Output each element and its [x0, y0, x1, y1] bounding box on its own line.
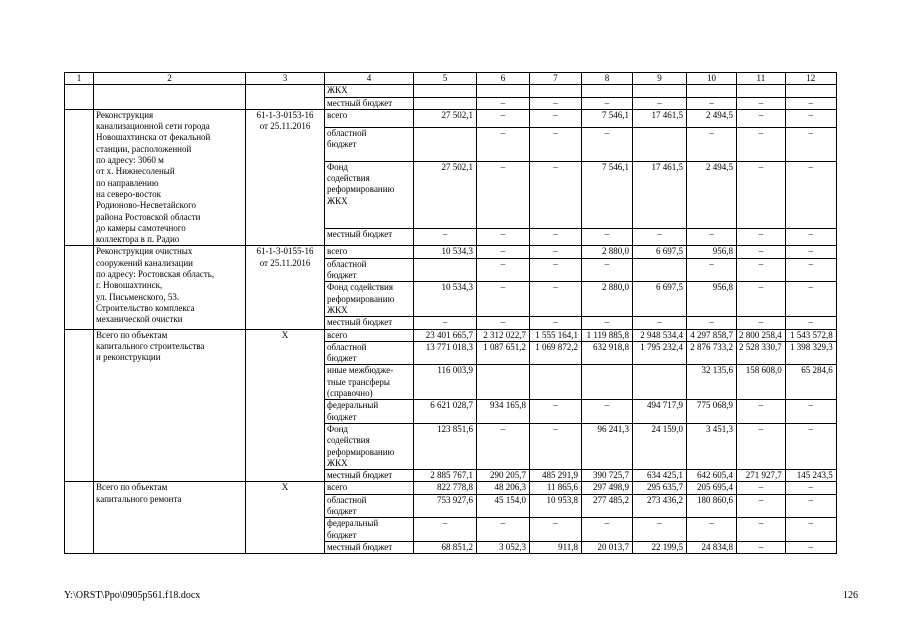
- value-cell: –: [530, 109, 582, 127]
- row-number-cell: [65, 482, 94, 554]
- value-cell: –: [737, 228, 786, 246]
- column-number: 2: [94, 73, 246, 85]
- value-cell: 158 608,0: [737, 365, 786, 400]
- text-line: Реконструкция очистных: [96, 246, 193, 257]
- text-line: (справочно): [327, 388, 373, 399]
- value-cell: –: [477, 246, 530, 258]
- value-cell: 911,8: [530, 541, 582, 553]
- value-cell: –: [785, 494, 836, 518]
- value-cell: –: [477, 161, 530, 228]
- value-cell: –: [477, 282, 530, 317]
- text-line: тные трансферы: [327, 376, 390, 387]
- value-cell: 2 800 258,4: [737, 329, 786, 341]
- value-cell: 48 206,3: [477, 482, 530, 494]
- value-cell: 2 494,5: [687, 109, 737, 127]
- value-cell: 96 241,3: [582, 423, 633, 469]
- object-code-cell: [246, 482, 325, 554]
- text-line: реформированию: [327, 446, 395, 457]
- text-line: федеральный: [327, 518, 379, 529]
- text-line: Всего по объектам: [96, 329, 168, 340]
- text-line: по направлению: [96, 177, 159, 188]
- funding-source-label: [325, 317, 414, 329]
- value-cell: 7 546,1: [582, 161, 633, 228]
- value-cell: [414, 258, 477, 282]
- value-cell: –: [582, 258, 633, 282]
- value-cell: [633, 365, 687, 400]
- value-cell: –: [737, 494, 786, 518]
- text-line: Х: [281, 329, 289, 340]
- text-line: Фонд: [327, 161, 349, 172]
- value-cell: –: [785, 317, 836, 329]
- value-cell: 273 436,2: [633, 494, 687, 518]
- text-line: местный бюджет: [327, 470, 393, 481]
- value-cell: 24 159,0: [633, 423, 687, 469]
- value-cell: –: [737, 400, 786, 424]
- value-cell: –: [687, 127, 737, 161]
- text-line: механической очистки: [96, 314, 183, 325]
- text-line: Всего по объектам: [96, 482, 168, 493]
- value-cell: 934 165,8: [477, 400, 530, 424]
- text-line: коллектора в п. Радио: [96, 234, 180, 245]
- value-cell: 2 880,0: [582, 246, 633, 258]
- table-row: [65, 329, 837, 341]
- text-line: содействия: [327, 435, 370, 446]
- value-cell: –: [477, 97, 530, 109]
- text-line: станции, расположенной: [96, 143, 192, 154]
- text-line: ЖКХ: [327, 304, 348, 315]
- funding-source-label: [325, 541, 414, 553]
- value-cell: –: [737, 317, 786, 329]
- value-cell: 3 052,3: [477, 541, 530, 553]
- value-cell: –: [687, 97, 737, 109]
- funding-source-label: [325, 127, 414, 161]
- text-line: сооружений канализации: [96, 257, 193, 268]
- funding-source-label: [325, 109, 414, 127]
- text-line: ул. Письменского, 53.: [96, 291, 180, 302]
- value-cell: –: [785, 109, 836, 127]
- value-cell: 24 834,8: [687, 541, 737, 553]
- value-cell: –: [477, 228, 530, 246]
- value-cell: 1 795 232,4: [633, 341, 687, 365]
- value-cell: –: [530, 400, 582, 424]
- funding-source-label: [325, 161, 414, 228]
- text-line: ЖКХ: [327, 457, 348, 468]
- value-cell: –: [785, 282, 836, 317]
- column-number: 8: [582, 73, 633, 85]
- text-line: всего: [327, 482, 348, 493]
- value-cell: 271 927,7: [737, 470, 786, 482]
- value-cell: –: [530, 161, 582, 228]
- text-line: всего: [327, 246, 348, 257]
- text-line: 61-1-3-0153-16: [256, 109, 314, 120]
- value-cell: –: [687, 258, 737, 282]
- value-cell: 956,8: [687, 246, 737, 258]
- value-cell: –: [737, 109, 786, 127]
- text-line: бюджет: [327, 505, 357, 516]
- value-cell: –: [785, 400, 836, 424]
- text-line: Родионово-Несветайского: [96, 200, 197, 211]
- value-cell: 6 621 028,7: [414, 400, 477, 424]
- column-number: 6: [477, 73, 530, 85]
- text-line: местный бюджет: [327, 228, 393, 239]
- funding-source-label: [325, 470, 414, 482]
- value-cell: 23 401 665,7: [414, 329, 477, 341]
- value-cell: –: [582, 228, 633, 246]
- text-line: г. Новошахтинск,: [96, 280, 163, 291]
- text-line: канализационной сети города: [96, 121, 210, 132]
- text-line: местный бюджет: [327, 541, 393, 552]
- value-cell: –: [633, 317, 687, 329]
- object-name-cell: [94, 109, 246, 246]
- value-cell: –: [477, 109, 530, 127]
- text-line: бюджет: [327, 353, 357, 364]
- value-cell: 390 725,7: [582, 470, 633, 482]
- value-cell: [414, 127, 477, 161]
- value-cell: –: [477, 518, 530, 542]
- text-line: иные межбюдже-: [327, 365, 394, 376]
- value-cell: 277 485,2: [582, 494, 633, 518]
- value-cell: 123 851,6: [414, 423, 477, 469]
- value-cell: –: [530, 317, 582, 329]
- text-line: от х. Нижнесоленый: [96, 166, 175, 177]
- funding-source-label: [325, 482, 414, 494]
- value-cell: 27 502,1: [414, 161, 477, 228]
- column-number: 9: [633, 73, 687, 85]
- text-line: Х: [281, 482, 289, 493]
- value-cell: –: [582, 518, 633, 542]
- value-cell: –: [785, 246, 836, 258]
- text-line: и реконструкции: [96, 352, 161, 363]
- text-line: 61-1-3-0155-16: [256, 246, 314, 257]
- value-cell: –: [737, 541, 786, 553]
- value-cell: 2 876 733,2: [687, 341, 737, 365]
- column-number: 12: [785, 73, 836, 85]
- funding-source-label: [325, 282, 414, 317]
- funding-source-label: [325, 228, 414, 246]
- funding-source-label: [325, 329, 414, 341]
- value-cell: –: [785, 97, 836, 109]
- value-cell: 10 534,3: [414, 282, 477, 317]
- value-cell: 2 528 330,7: [737, 341, 786, 365]
- value-cell: –: [737, 161, 786, 228]
- value-cell: 7 546,1: [582, 109, 633, 127]
- column-number: 4: [325, 73, 414, 85]
- column-number: 7: [530, 73, 582, 85]
- text-line: ЖКХ: [327, 195, 348, 206]
- value-cell: 1 069 872,2: [530, 341, 582, 365]
- text-line: областной: [327, 494, 367, 505]
- text-line: Фонд: [327, 423, 349, 434]
- value-cell: –: [633, 518, 687, 542]
- funding-source-label: [325, 423, 414, 469]
- funding-source-label: [325, 494, 414, 518]
- value-cell: 22 199,5: [633, 541, 687, 553]
- text-line: от 25.11.2016: [259, 121, 311, 132]
- value-cell: 822 778,8: [414, 482, 477, 494]
- column-number: 5: [414, 73, 477, 85]
- value-cell: 17 461,5: [633, 161, 687, 228]
- value-cell: 4 297 858,7: [687, 329, 737, 341]
- value-cell: 1 543 572,8: [785, 329, 836, 341]
- object-name-cell: [94, 85, 246, 110]
- budget-table: [64, 72, 837, 554]
- value-cell: 6 697,5: [633, 282, 687, 317]
- value-cell: 2 494,5: [687, 161, 737, 228]
- text-line: всего: [327, 329, 348, 340]
- column-number: 3: [246, 73, 325, 85]
- value-cell: 297 498,9: [582, 482, 633, 494]
- object-name-cell: [94, 482, 246, 554]
- value-cell: 20 013,7: [582, 541, 633, 553]
- value-cell: –: [530, 258, 582, 282]
- value-cell: –: [633, 97, 687, 109]
- value-cell: –: [414, 518, 477, 542]
- value-cell: 17 461,5: [633, 109, 687, 127]
- value-cell: 2 948 534,4: [633, 329, 687, 341]
- text-line: областной: [327, 341, 367, 352]
- value-cell: –: [477, 317, 530, 329]
- value-cell: –: [785, 127, 836, 161]
- value-cell: –: [737, 482, 786, 494]
- text-line: содействия: [327, 173, 370, 184]
- value-cell: –: [633, 228, 687, 246]
- value-cell: 494 717,9: [633, 400, 687, 424]
- object-code-cell: [246, 246, 325, 329]
- value-cell: 1 555 164,1: [530, 329, 582, 341]
- value-cell: 6 697,5: [633, 246, 687, 258]
- text-line: от 25.11.2016: [259, 257, 311, 268]
- value-cell: –: [737, 282, 786, 317]
- text-line: Новошахтинска от фекальной: [96, 132, 211, 143]
- value-cell: –: [737, 127, 786, 161]
- column-number: 10: [687, 73, 737, 85]
- text-line: областной: [327, 258, 367, 269]
- value-cell: –: [582, 127, 633, 161]
- value-cell: –: [687, 518, 737, 542]
- header-row: [65, 73, 837, 85]
- value-cell: –: [530, 228, 582, 246]
- object-name-cell: [94, 329, 246, 482]
- value-cell: 180 860,6: [687, 494, 737, 518]
- value-cell: 634 425,1: [633, 470, 687, 482]
- text-line: по адресу: Ростовская область,: [96, 269, 215, 280]
- value-cell: 753 927,6: [414, 494, 477, 518]
- text-line: бюджет: [327, 411, 357, 422]
- value-cell: –: [414, 317, 477, 329]
- object-code-cell: [246, 329, 325, 482]
- text-line: реформированию: [327, 293, 395, 304]
- value-cell: –: [785, 423, 836, 469]
- text-line: капитального ремонта: [96, 493, 182, 504]
- value-cell: –: [737, 258, 786, 282]
- file-path: Y:\ORST\Ppo\0905p561.f18.docx: [64, 590, 201, 601]
- row-number-cell: [65, 246, 94, 329]
- value-cell: 32 135,6: [687, 365, 737, 400]
- text-line: федеральный: [327, 400, 379, 411]
- text-line: Фонд содействия: [327, 282, 394, 293]
- row-number-cell: [65, 109, 94, 246]
- value-cell: –: [414, 228, 477, 246]
- value-cell: 3 451,3: [687, 423, 737, 469]
- value-cell: [530, 365, 582, 400]
- value-cell: –: [582, 400, 633, 424]
- funding-source-label: [325, 518, 414, 542]
- value-cell: –: [477, 127, 530, 161]
- text-line: областной: [327, 127, 367, 138]
- value-cell: 2 312 022,7: [477, 329, 530, 341]
- value-cell: 68 851,2: [414, 541, 477, 553]
- text-line: на северо-восток: [96, 188, 161, 199]
- value-cell: –: [582, 97, 633, 109]
- value-cell: 956,8: [687, 282, 737, 317]
- value-cell: 485 291,9: [530, 470, 582, 482]
- text-line: до камеры самотечного: [96, 222, 186, 233]
- value-cell: –: [785, 518, 836, 542]
- value-cell: 1 087 651,2: [477, 341, 530, 365]
- table-row: [65, 109, 837, 127]
- text-line: бюджет: [327, 138, 357, 149]
- value-cell: 11 865,6: [530, 482, 582, 494]
- row-number-cell: [65, 85, 94, 110]
- value-cell: 10 953,8: [530, 494, 582, 518]
- value-cell: –: [737, 518, 786, 542]
- value-cell: –: [785, 258, 836, 282]
- text-line: всего: [327, 109, 348, 120]
- funding-source-label: местный бюджет: [325, 97, 414, 109]
- funding-source-label: [325, 246, 414, 258]
- value-cell: –: [737, 97, 786, 109]
- value-cell: 1 398 329,3: [785, 341, 836, 365]
- value-cell: –: [477, 423, 530, 469]
- text-line: по адресу: 3060 м: [96, 155, 164, 166]
- value-cell: [633, 258, 687, 282]
- text-line: Реконструкция: [96, 109, 154, 120]
- value-cell: [633, 127, 687, 161]
- value-cell: 632 918,8: [582, 341, 633, 365]
- value-cell: 295 635,7: [633, 482, 687, 494]
- text-line: бюджет: [327, 270, 357, 281]
- value-cell: –: [737, 423, 786, 469]
- table-row: [65, 482, 837, 494]
- value-cell: 65 284,6: [785, 365, 836, 400]
- value-cell: 1 119 885,8: [582, 329, 633, 341]
- text-line: местный бюджет: [327, 317, 393, 328]
- value-cell: 642 605,4: [687, 470, 737, 482]
- table-row: [65, 246, 837, 258]
- value-cell: –: [687, 317, 737, 329]
- column-number: 11: [737, 73, 786, 85]
- value-cell: –: [687, 228, 737, 246]
- text-line: района Ростовской области: [96, 211, 201, 222]
- value-cell: 27 502,1: [414, 109, 477, 127]
- funding-source-label: ЖКХ: [325, 85, 414, 97]
- value-cell: –: [785, 228, 836, 246]
- value-cell: –: [785, 161, 836, 228]
- value-cell: 13 771 018,3: [414, 341, 477, 365]
- value-cell: –: [530, 97, 582, 109]
- value-cell: –: [530, 423, 582, 469]
- value-cell: –: [477, 258, 530, 282]
- text-line: бюджет: [327, 529, 357, 540]
- value-cell: –: [530, 282, 582, 317]
- value-cell: –: [530, 246, 582, 258]
- value-cell: [477, 365, 530, 400]
- value-cell: 205 695,4: [687, 482, 737, 494]
- value-cell: [582, 365, 633, 400]
- funding-source-label: [325, 258, 414, 282]
- value-cell: 45 154,0: [477, 494, 530, 518]
- value-cell: –: [785, 541, 836, 553]
- object-name-cell: [94, 246, 246, 329]
- value-cell: –: [530, 127, 582, 161]
- row-number-cell: [65, 329, 94, 482]
- value-cell: 2 880,0: [582, 282, 633, 317]
- object-code-cell: [246, 109, 325, 246]
- text-line: Строительство комплекса: [96, 302, 195, 313]
- value-cell: –: [737, 246, 786, 258]
- table-row: [65, 85, 837, 97]
- funding-source-label: [325, 400, 414, 424]
- value-cell: 116 003,9: [414, 365, 477, 400]
- value-cell: 145 243,5: [785, 470, 836, 482]
- text-line: реформированию: [327, 184, 395, 195]
- value-cell: 775 068,9: [687, 400, 737, 424]
- text-line: капитального строительства: [96, 340, 205, 351]
- value-cell: –: [582, 317, 633, 329]
- column-number: 1: [65, 73, 94, 85]
- value-cell: –: [530, 518, 582, 542]
- value-cell: –: [785, 482, 836, 494]
- object-code-cell: [246, 85, 325, 110]
- funding-source-label: [325, 341, 414, 365]
- value-cell: [414, 97, 477, 109]
- value-cell: 290 205,7: [477, 470, 530, 482]
- value-cell: 2 885 767,1: [414, 470, 477, 482]
- page-number: 126: [843, 590, 858, 601]
- funding-source-label: [325, 365, 414, 400]
- value-cell: 10 534,3: [414, 246, 477, 258]
